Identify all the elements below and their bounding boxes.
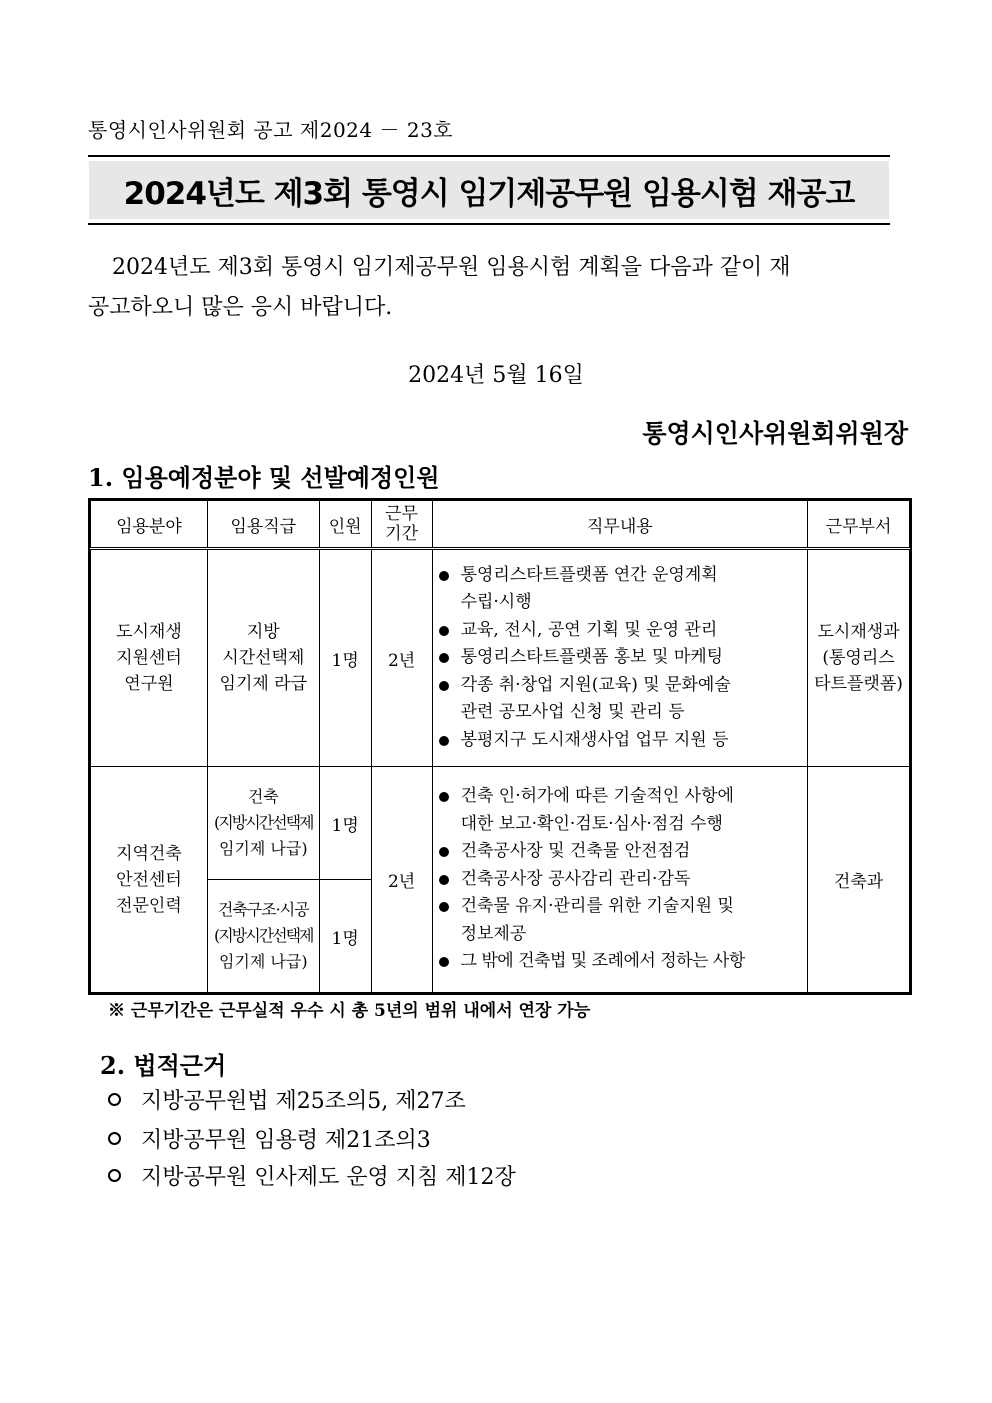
list-item	[439, 838, 804, 866]
table-note: ※ 근무기간은 근무실적 우수 시 총 5년의 범위 내에서 연장 가능	[108, 1001, 591, 1021]
row2b-grade-l3: 임기제 나급)	[218, 952, 308, 971]
list-item	[108, 1084, 466, 1115]
duty-text-cont: 관련 공모사업 신청 및 관리 등	[460, 702, 685, 723]
duty-text: 교육, 전시, 공연 기획 및 운영 관리	[460, 619, 718, 640]
row1-duty-list	[433, 562, 808, 755]
bullet-icon	[439, 875, 449, 885]
bullet-icon	[439, 626, 449, 636]
duty-text: 건축 인·허가에 따른 기술적인 사항에	[460, 786, 734, 807]
row2-duties	[432, 767, 808, 993]
bullet-icon	[439, 902, 449, 912]
list-item	[439, 562, 804, 617]
bullet-icon	[439, 792, 449, 802]
row1-dept-l3: 타트플랫폼)	[814, 674, 903, 694]
row1-grade-l3: 임기제 라급	[219, 674, 308, 694]
row2-period: 2년	[371, 767, 432, 993]
law-text: 지방공무원 인사제도 운영 지침 제12장	[141, 1165, 516, 1190]
signer: 통영시인사위원회위원장	[642, 419, 908, 448]
intro-line-1: 2024년도 제3회 통영시 임기제공무원 임용시험 계획을 다음과 같이 재	[112, 255, 791, 280]
row1-field-l3: 연구원	[124, 674, 174, 694]
duty-text: 건축물 유지·관리를 위한 기술지원 및	[460, 896, 734, 917]
list-item	[439, 672, 804, 727]
section-2-title: 2. 법적근거	[100, 1051, 227, 1080]
row2b-count: 1명	[319, 880, 371, 993]
row2b-grade	[207, 880, 319, 993]
row1-grade-l1: 지방	[246, 622, 280, 642]
header-grade: 임용직급	[207, 501, 319, 549]
row2-field-l2: 안전센터	[116, 869, 182, 890]
header-period-line-2: 기간	[385, 524, 419, 544]
duty-text: 건축공사장 및 건축물 안전점검	[460, 841, 691, 862]
list-item	[439, 783, 804, 838]
row1-dept-l2: (통영리스	[822, 648, 895, 668]
duty-text-cont: 정보제공	[460, 923, 527, 944]
row2-duty-list	[433, 783, 808, 976]
notice-number: 통영시인사위원회 공고 제2024 － 23호	[88, 118, 454, 142]
circle-bullet-icon	[108, 1132, 121, 1145]
list-item	[439, 948, 804, 976]
list-item	[439, 644, 804, 672]
row2a-grade	[207, 767, 319, 880]
list-item	[439, 617, 804, 645]
header-period-line-1: 근무	[385, 504, 419, 524]
row1-grade	[207, 549, 319, 767]
bullet-icon	[439, 571, 449, 581]
header-period	[371, 501, 432, 549]
row2a-grade-l1: 건축	[247, 787, 279, 806]
row1-dept	[808, 549, 910, 767]
bullet-icon	[439, 653, 449, 663]
row1-grade-l2: 시간선택제	[222, 648, 305, 668]
row1-dept-l1: 도시재생과	[817, 622, 900, 642]
table-row	[91, 767, 910, 880]
bullet-icon	[439, 957, 449, 967]
list-item	[108, 1123, 431, 1154]
row2b-grade-l1: 건축구조·시공	[217, 900, 309, 919]
duty-text: 건축공사장 공사감리 관리·감독	[460, 868, 691, 889]
row1-period: 2년	[371, 549, 432, 767]
circle-bullet-icon	[108, 1093, 121, 1106]
duty-text: 통영리스타트플랫폼 연간 운영계획	[460, 564, 718, 585]
header-duties: 직무내용	[432, 501, 808, 549]
title-box	[88, 155, 890, 225]
list-item	[439, 866, 804, 894]
law-text: 지방공무원 임용령 제21조의3	[141, 1128, 431, 1153]
list-item	[439, 727, 804, 755]
row2a-count: 1명	[319, 767, 371, 880]
page-title: 2024년도 제3회 통영시 임기제공무원 임용시험 재공고	[123, 175, 855, 212]
row1-field-l2: 지원센터	[116, 648, 182, 668]
title-background	[89, 161, 889, 219]
row2b-grade-l2: (지방시간선택제	[214, 926, 313, 945]
row2-field-l3: 전문인력	[116, 895, 182, 916]
row2-dept: 건축과	[808, 767, 910, 993]
intro-paragraph	[88, 248, 910, 328]
law-text: 지방공무원법 제25조의5, 제27조	[141, 1089, 466, 1114]
list-item	[108, 1160, 516, 1191]
row2-field	[91, 767, 208, 993]
row1-duties	[432, 549, 808, 767]
duty-text-cont: 수립·시행	[460, 592, 532, 613]
row1-field	[91, 549, 208, 767]
duty-text-cont: 대한 보고·확인·검토·심사·점검 수행	[460, 813, 723, 834]
circle-bullet-icon	[108, 1169, 121, 1182]
table-row	[91, 549, 910, 767]
list-item	[439, 893, 804, 948]
row2a-grade-l2: (지방시간선택제	[214, 813, 313, 832]
bullet-icon	[439, 736, 449, 746]
intro-line-2: 공고하오니 많은 응시 바랍니다.	[88, 295, 393, 320]
header-field: 임용분야	[91, 501, 208, 549]
duty-text: 통영리스타트플랫폼 홍보 및 마케팅	[460, 647, 724, 668]
row1-field-l1: 도시재생	[116, 622, 182, 642]
header-count: 인원	[319, 501, 371, 549]
bullet-icon	[439, 847, 449, 857]
recruitment-table	[90, 500, 910, 993]
row2a-grade-l3: 임기제 나급)	[218, 839, 308, 858]
duty-text: 각종 취·창업 지원(교육) 및 문화예술	[460, 674, 731, 695]
section-1-title: 1. 임용예정분야 및 선발예정인원	[88, 463, 440, 492]
row2-field-l1: 지역건축	[116, 843, 182, 864]
header-dept: 근무부서	[808, 501, 910, 549]
announcement-date: 2024년 5월 16일	[408, 363, 584, 388]
bullet-icon	[439, 681, 449, 691]
row1-count: 1명	[319, 549, 371, 767]
duty-text: 그 밖에 건축법 및 조례에서 정하는 사항	[460, 951, 745, 972]
table-header-row	[91, 501, 910, 549]
duty-text: 봉평지구 도시재생사업 업무 지원 등	[460, 729, 729, 750]
